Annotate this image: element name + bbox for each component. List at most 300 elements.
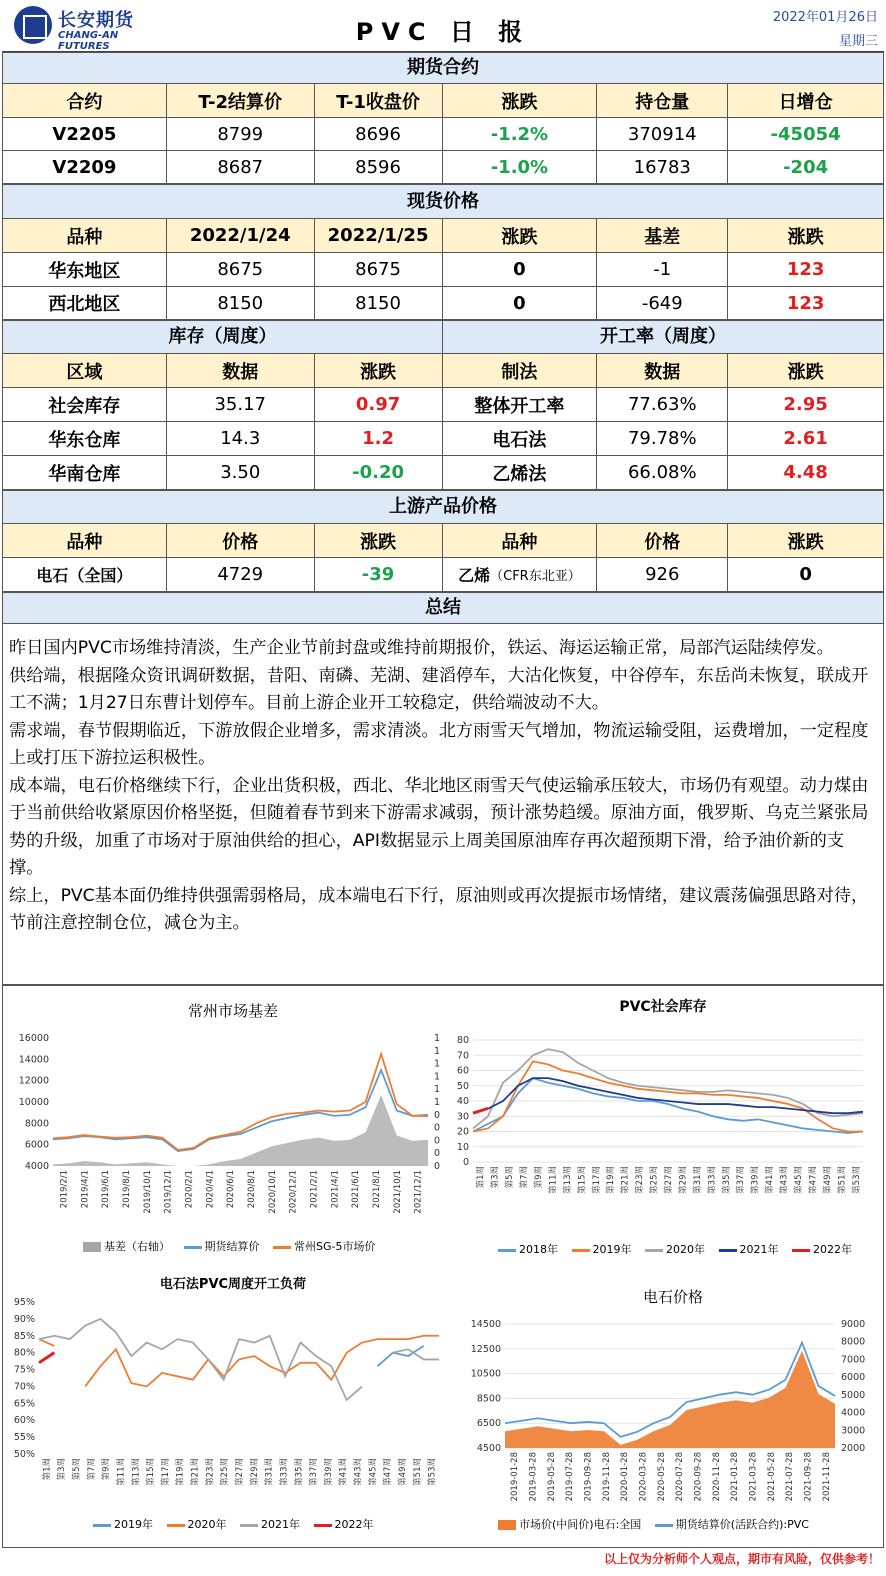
x-tick-label: 2020/6/1 (226, 1170, 237, 1209)
x-tick-label: 第45周 (794, 1166, 804, 1194)
x-tick-label: 第33周 (707, 1166, 718, 1194)
chart-legend (83, 1238, 385, 1254)
col-header: 品种 (3, 524, 167, 558)
legend-swatch-icon (273, 1246, 291, 1249)
x-tick-label: 第15周 (577, 1166, 588, 1194)
x-tick-label: 第51周 (837, 1166, 848, 1194)
social-inventory-chart (443, 1022, 883, 1242)
y-tick-label: 10 (456, 1141, 469, 1153)
x-tick-label: 第51周 (412, 1458, 423, 1486)
y-tick-label: 0 (462, 1157, 469, 1168)
x-tick-label: 第13周 (131, 1458, 142, 1486)
daily-report-page (2, 0, 884, 1576)
x-tick-label: 第7周 (519, 1166, 530, 1189)
y2-tick-label: 0 (434, 1135, 441, 1147)
spot-section-title: 现货价格 (2, 184, 884, 219)
x-tick-label: 第47周 (808, 1166, 819, 1194)
x-tick-label: 第21周 (190, 1458, 201, 1486)
x-tick-label: 2019-11-28 (601, 1452, 612, 1502)
chart-title: 电石法PVC周度开工负荷 (159, 1277, 307, 1292)
x-tick-label: 2019/6/1 (101, 1170, 112, 1209)
legend-item (240, 1518, 300, 1531)
summary-paragraph: 供给端，根据隆众资讯调研数据，昔阳、南磷、芜湖、建滔停车，大沽化恢复，中谷停车，东岳尚未恢复，联成开工不满；1月27日东曹计划停车。目前上游企业开工较稳定，供给端波动不大。 (9, 665, 869, 713)
x-tick-label: 2020/4/1 (205, 1170, 216, 1209)
x-tick-label: 2020/10/1 (267, 1170, 278, 1214)
cell: 370914 (597, 118, 728, 151)
cell: -0.20 (315, 456, 443, 490)
y2-tick-label: 6000 (841, 1372, 866, 1384)
table-row (2, 151, 884, 184)
y-tick-label: 60 (456, 1065, 469, 1077)
cell: 0 (443, 253, 598, 287)
chart-title: 电石价格 (642, 1288, 703, 1306)
table-row (2, 118, 884, 151)
cell: -45054 (728, 118, 884, 151)
legend-item (83, 1240, 170, 1253)
table-row (2, 558, 884, 592)
legend-swatch-icon (167, 1524, 185, 1527)
x-tick-label: 第17周 (160, 1458, 171, 1486)
y-tick-label: 65% (13, 1398, 35, 1410)
calcium-carbide-operating-chart (3, 1292, 443, 1512)
x-tick-label: 第45周 (368, 1458, 379, 1486)
x-tick-label: 第9周 (534, 1166, 544, 1189)
x-tick-label: 2020/2/1 (184, 1170, 195, 1209)
col-header: 2022/1/24 (167, 219, 315, 253)
legend-label: 期货结算价(活跃合约):PVC (675, 1518, 809, 1531)
x-tick-label: 第25周 (220, 1458, 231, 1486)
y2-tick-label: 1 (434, 1045, 441, 1057)
basis-chart (3, 1026, 443, 1246)
x-tick-label: 2021-03-28 (748, 1452, 759, 1502)
x-tick-label: 2020-03-28 (638, 1452, 649, 1502)
col-header: 持仓量 (597, 84, 728, 118)
x-tick-label: 2019/12/1 (163, 1170, 174, 1214)
y2-tick-label: 7000 (841, 1354, 866, 1366)
col-header: 品种 (3, 219, 167, 253)
legend-item (498, 1243, 558, 1256)
col-header: 涨跌 (443, 219, 598, 253)
series-line (39, 1336, 439, 1387)
area-series (505, 1351, 835, 1448)
legend-item (645, 1243, 705, 1256)
area-series (53, 1095, 428, 1166)
col-header: 价格 (167, 524, 315, 558)
chart-legend (498, 1241, 862, 1257)
legend-label: 2021年 (739, 1243, 779, 1256)
y-tick-label: 12500 (470, 1343, 501, 1355)
col-header: 基差 (597, 219, 728, 253)
y-tick-label: 70 (456, 1050, 469, 1062)
x-tick-label: 第39周 (323, 1458, 334, 1486)
x-tick-label: 第33周 (279, 1458, 290, 1486)
legend-swatch-icon (792, 1249, 810, 1252)
page-title: PVC 日 报 (355, 18, 531, 46)
x-tick-label: 2021/6/1 (351, 1170, 362, 1209)
legend-label: 2022年 (334, 1518, 374, 1531)
col-header: 区域 (3, 354, 167, 388)
cell: 8675 (167, 253, 315, 287)
legend-label: 2020年 (666, 1243, 705, 1256)
x-tick-label: 2020-01-28 (620, 1452, 631, 1502)
x-tick-label: 第23周 (635, 1166, 646, 1194)
legend-swatch-icon (645, 1249, 663, 1252)
legend-item (655, 1518, 809, 1531)
col-header: 涨跌 (443, 84, 598, 118)
cell: 2.61 (728, 422, 884, 456)
col-header: 数据 (597, 354, 728, 388)
x-tick-label: 2021/4/1 (330, 1170, 341, 1209)
table-row (2, 388, 884, 422)
x-tick-label: 2020-11-28 (711, 1452, 722, 1502)
cell: -39 (315, 558, 443, 592)
report-date: 2022年01月26日 (772, 10, 878, 25)
x-tick-label: 第39周 (750, 1166, 761, 1194)
cell: 4729 (167, 558, 315, 592)
x-tick-label: 2021-09-28 (803, 1452, 814, 1502)
cell (443, 558, 598, 592)
x-tick-label: 2019-07-28 (565, 1452, 576, 1502)
x-tick-label: 第5周 (72, 1458, 83, 1481)
y-tick-label: 40 (456, 1096, 469, 1107)
x-tick-label: 2021-01-28 (730, 1452, 741, 1502)
x-tick-label: 2021/8/1 (371, 1170, 382, 1209)
x-tick-label: 2019/4/1 (80, 1170, 91, 1209)
legend-label: 常州SG-5市场价 (294, 1240, 376, 1253)
x-tick-label: 2019/8/1 (121, 1170, 132, 1209)
cell: 123 (728, 253, 884, 287)
x-tick-label: 第49周 (397, 1458, 408, 1486)
legend-item (498, 1518, 641, 1531)
y-tick-label: 85% (13, 1330, 35, 1342)
cell: -1.2% (443, 118, 598, 151)
legend-label: 2020年 (187, 1518, 227, 1531)
col-header: 涨跌 (315, 524, 443, 558)
chart-legend (93, 1516, 384, 1532)
cell: 0.97 (315, 388, 443, 422)
y2-tick-label: 9000 (841, 1319, 866, 1330)
x-tick-label: 2019-03-28 (528, 1452, 539, 1502)
legend-swatch-icon (314, 1524, 332, 1527)
legend-swatch-icon (655, 1524, 673, 1527)
cell: -1.0% (443, 151, 598, 184)
legend-swatch-icon (83, 1242, 101, 1252)
x-tick-label: 第1周 (42, 1458, 53, 1481)
cell: 16783 (597, 151, 728, 184)
y2-tick-label: 1 (434, 1058, 441, 1070)
x-tick-label: 2019/10/1 (142, 1170, 153, 1214)
table-row (2, 456, 884, 490)
col-header: 数据 (167, 354, 315, 388)
x-tick-label: 2021-05-28 (766, 1452, 777, 1502)
x-tick-label: 2021/10/1 (392, 1170, 403, 1214)
cell: 8150 (167, 287, 315, 320)
legend-item (167, 1518, 227, 1531)
report-weekday: 星期三 (838, 34, 878, 49)
y-tick-label: 10500 (470, 1368, 501, 1380)
chart-legend (498, 1516, 819, 1532)
cell: 8687 (167, 151, 315, 184)
legend-item (314, 1518, 374, 1531)
col-header: 合约 (3, 84, 167, 118)
operating-section-title: 开工率（周度） (442, 320, 884, 354)
summary-text (2, 623, 884, 985)
x-tick-label: 第53周 (427, 1458, 438, 1486)
cell: -204 (728, 151, 884, 184)
chart-title: PVC社会库存 (619, 999, 707, 1015)
cell: 1.2 (315, 422, 443, 456)
inventory-header-row (2, 354, 884, 388)
futures-header-row (2, 84, 884, 118)
summary-section-title: 总结 (2, 592, 884, 624)
legend-swatch-icon (93, 1524, 111, 1527)
y-tick-label: 80% (13, 1347, 35, 1359)
region-name: 华东地区 (3, 253, 167, 287)
y-tick-label: 90% (13, 1313, 35, 1325)
cell: 79.78% (597, 422, 728, 456)
y-tick-label: 80 (456, 1035, 469, 1046)
cell: 66.08% (597, 456, 728, 490)
cell: 8675 (315, 253, 443, 287)
y-tick-label: 50% (13, 1449, 35, 1460)
y-tick-label: 50 (456, 1080, 469, 1092)
col-header: 制法 (443, 354, 598, 388)
cell: 8799 (167, 118, 315, 151)
x-tick-label: 2019-09-28 (583, 1452, 594, 1502)
series-line (473, 1061, 863, 1131)
legend-swatch-icon (719, 1249, 737, 1252)
upstream-header-row (2, 524, 884, 558)
cell-note: （CFR东北亚） (490, 569, 581, 584)
x-tick-label: 2020/8/1 (246, 1170, 257, 1209)
y-tick-label: 60% (13, 1415, 35, 1427)
cell: 35.17 (167, 388, 315, 422)
x-tick-label: 第41周 (765, 1166, 776, 1194)
report-header (2, 0, 884, 52)
cell: 电石法 (443, 422, 598, 456)
x-tick-label: 第27周 (235, 1458, 245, 1486)
x-tick-label: 第13周 (562, 1166, 573, 1194)
x-tick-label: 第7周 (86, 1458, 97, 1481)
contract-name: V2205 (3, 118, 167, 151)
y-tick-label: 4500 (476, 1443, 501, 1454)
legend-item (93, 1518, 153, 1531)
y2-tick-label: 4000 (841, 1407, 866, 1419)
cell: 8696 (315, 118, 443, 151)
y-tick-label: 4000 (24, 1161, 49, 1172)
x-tick-label: 2020-05-28 (656, 1452, 667, 1502)
table-row (2, 422, 884, 456)
x-tick-label: 第31周 (692, 1166, 703, 1194)
cell-name: 乙烯 (458, 566, 491, 585)
cell: 14.3 (167, 422, 315, 456)
cell: 123 (728, 287, 884, 320)
cell: 2.95 (728, 388, 884, 422)
y2-tick-label: 0 (434, 1109, 441, 1121)
legend-item (184, 1240, 260, 1253)
cell: 社会库存 (3, 388, 167, 422)
disclaimer: 以上仅为分析师个人观点，期市有风险，仅供参考！ (603, 1552, 880, 1566)
y-tick-label: 12000 (18, 1075, 49, 1087)
col-header: 涨跌 (315, 354, 443, 388)
x-tick-label: 第31周 (264, 1458, 275, 1486)
x-tick-label: 第11周 (548, 1166, 559, 1194)
y-tick-label: 75% (13, 1364, 35, 1376)
y-tick-label: 70% (13, 1381, 35, 1393)
legend-swatch-icon (498, 1249, 516, 1252)
x-tick-label: 第37周 (736, 1166, 747, 1194)
legend-swatch-icon (572, 1249, 590, 1252)
x-tick-label: 第3周 (490, 1166, 501, 1189)
series-line (473, 1078, 863, 1113)
table-row (2, 253, 884, 287)
col-header: 价格 (597, 524, 728, 558)
x-tick-label: 2021-07-28 (785, 1452, 796, 1502)
y2-tick-label: 1 (434, 1084, 441, 1096)
x-tick-label: 第41周 (338, 1458, 349, 1486)
col-header: T-1收盘价 (315, 84, 443, 118)
legend-label: 2022年 (813, 1243, 852, 1256)
y-tick-label: 10000 (18, 1097, 49, 1108)
spot-header-row (2, 219, 884, 253)
x-tick-label: 第47周 (383, 1458, 394, 1486)
col-header: 品种 (443, 524, 598, 558)
col-header: T-2结算价 (167, 84, 315, 118)
legend-swatch-icon (184, 1246, 202, 1249)
legend-label: 基差（右轴） (104, 1240, 170, 1253)
x-tick-label: 第27周 (664, 1166, 674, 1194)
x-tick-label: 第9周 (101, 1458, 112, 1481)
y-tick-label: 55% (13, 1432, 35, 1444)
x-tick-label: 2021/12/1 (413, 1170, 424, 1214)
x-tick-label: 第1周 (476, 1166, 487, 1189)
cell: 8596 (315, 151, 443, 184)
summary-paragraph: 综上，PVC基本面仍维持供强需弱格局，成本端电石下行，原油则或再次提振市场情绪，建议震荡偏强思路对待，节前注意控制仓位，减仓为主。 (9, 885, 869, 933)
y-tick-label: 6500 (476, 1418, 501, 1430)
cell: -649 (597, 287, 728, 320)
cell: 4.48 (728, 456, 884, 490)
cell: 77.63% (597, 388, 728, 422)
x-tick-label: 2020-07-28 (675, 1452, 686, 1502)
x-tick-label: 第21周 (620, 1166, 631, 1194)
y2-tick-label: 1 (434, 1033, 441, 1044)
x-tick-label: 第19周 (606, 1166, 617, 1194)
summary-paragraph: 需求端，春节假期临近，下游放假企业增多，需求清淡。北方雨雪天气增加，物流运输受阻，运费增加，一定程度上或打压下游拉运积极性。 (9, 720, 869, 768)
x-tick-label: 第29周 (249, 1458, 260, 1486)
x-tick-label: 第17周 (591, 1166, 602, 1194)
summary-paragraph: 成本端，电石价格继续下行，企业出货积极，西北、华北地区雨雪天气使运输承压较大，市场仍有观望。动力煤由于当前供给收紧原因价格坚挺，但随着春节到来下游需求减弱，预计涨势趋缓。原油方面，俄罗斯、乌克兰紧张局势的升级，加重了市场对于原油供给的担心，API数据显示上周美国原油库存再次超预期下滑，给予油价新的支撑。 (9, 775, 869, 878)
y-tick-label: 14000 (18, 1054, 49, 1066)
x-tick-label: 第43周 (353, 1458, 364, 1486)
y2-tick-label: 0 (434, 1148, 441, 1160)
legend-item (792, 1243, 852, 1256)
y2-tick-label: 2000 (841, 1443, 866, 1454)
contract-name: V2209 (3, 151, 167, 184)
col-header: 涨跌 (728, 524, 884, 558)
region-name: 西北地区 (3, 287, 167, 320)
x-tick-label: 第53周 (851, 1166, 862, 1194)
x-tick-label: 第29周 (678, 1166, 689, 1194)
col-header: 日增仓 (728, 84, 884, 118)
legend-label: 2021年 (261, 1518, 300, 1531)
futures-section-title: 期货合约 (2, 52, 884, 84)
x-tick-label: 2020/12/1 (288, 1170, 299, 1214)
y2-tick-label: 1 (434, 1071, 441, 1083)
series-line (473, 1108, 488, 1113)
legend-item (572, 1243, 632, 1256)
legend-item (719, 1243, 779, 1256)
x-tick-label: 2019/2/1 (59, 1170, 70, 1209)
y-tick-label: 6000 (24, 1139, 49, 1151)
y-tick-label: 30 (456, 1111, 469, 1123)
legend-label: 2018年 (519, 1243, 558, 1256)
table-row (2, 287, 884, 320)
y2-tick-label: 0 (434, 1161, 441, 1172)
cell: 乙烯法 (443, 456, 598, 490)
legend-item (273, 1240, 375, 1253)
x-tick-label: 2019-05-28 (546, 1452, 557, 1502)
y2-tick-label: 5000 (841, 1389, 866, 1401)
cell: 华南仓库 (3, 456, 167, 490)
upstream-section-title: 上游产品价格 (2, 490, 884, 524)
y2-tick-label: 8000 (841, 1336, 866, 1348)
logo-cn: 长安期货 (58, 10, 134, 31)
y2-tick-label: 3000 (841, 1425, 866, 1437)
x-tick-label: 第5周 (505, 1166, 516, 1189)
x-tick-label: 第37周 (309, 1458, 320, 1486)
logo-en: CHANG-AN FUTURES (58, 30, 119, 52)
inventory-section-title: 库存（周度） (2, 320, 443, 354)
col-header: 涨跌 (728, 219, 884, 253)
legend-swatch-icon (498, 1520, 516, 1530)
x-tick-label: 第25周 (649, 1166, 660, 1194)
cell: 整体开工率 (443, 388, 598, 422)
y-tick-label: 16000 (18, 1033, 49, 1044)
cell: -1 (597, 253, 728, 287)
x-tick-label: 第3周 (57, 1458, 68, 1481)
x-tick-label: 第49周 (822, 1166, 833, 1194)
col-header: 涨跌 (728, 354, 884, 388)
x-tick-label: 第43周 (779, 1166, 790, 1194)
calcium-carbide-price-chart (443, 1314, 883, 1514)
legend-label: 市场价(中间价)电石:全国 (519, 1518, 642, 1531)
y2-tick-label: 1 (434, 1097, 441, 1108)
x-tick-label: 第19周 (175, 1458, 186, 1486)
legend-swatch-icon (240, 1524, 258, 1527)
x-tick-label: 2021-11-28 (821, 1452, 832, 1502)
summary-paragraph: 昨日国内PVC市场维持清淡，生产企业节前封盘或维持前期报价，铁运、海运运输正常，局部汽运陆续停发。 (9, 638, 834, 658)
y-tick-label: 8000 (24, 1118, 49, 1130)
series-line (39, 1353, 54, 1363)
charts-panel (2, 985, 884, 1548)
y-tick-label: 20 (456, 1126, 469, 1138)
y-tick-label: 95% (13, 1297, 35, 1308)
legend-label: 2019年 (592, 1243, 632, 1256)
col-header: 2022/1/25 (315, 219, 443, 253)
cell: 华东仓库 (3, 422, 167, 456)
x-tick-label: 第15周 (146, 1458, 157, 1486)
y2-tick-label: 0 (434, 1122, 441, 1134)
cell: 电石（全国） (3, 558, 167, 592)
x-tick-label: 第35周 (294, 1458, 305, 1486)
y-tick-label: 14500 (470, 1319, 501, 1330)
legend-label: 期货结算价 (204, 1240, 260, 1253)
x-tick-label: 2019-01-28 (510, 1452, 521, 1502)
cell: 0 (443, 287, 598, 320)
x-tick-label: 第35周 (721, 1166, 732, 1194)
legend-label: 2019年 (114, 1518, 153, 1531)
cell: 3.50 (167, 456, 315, 490)
